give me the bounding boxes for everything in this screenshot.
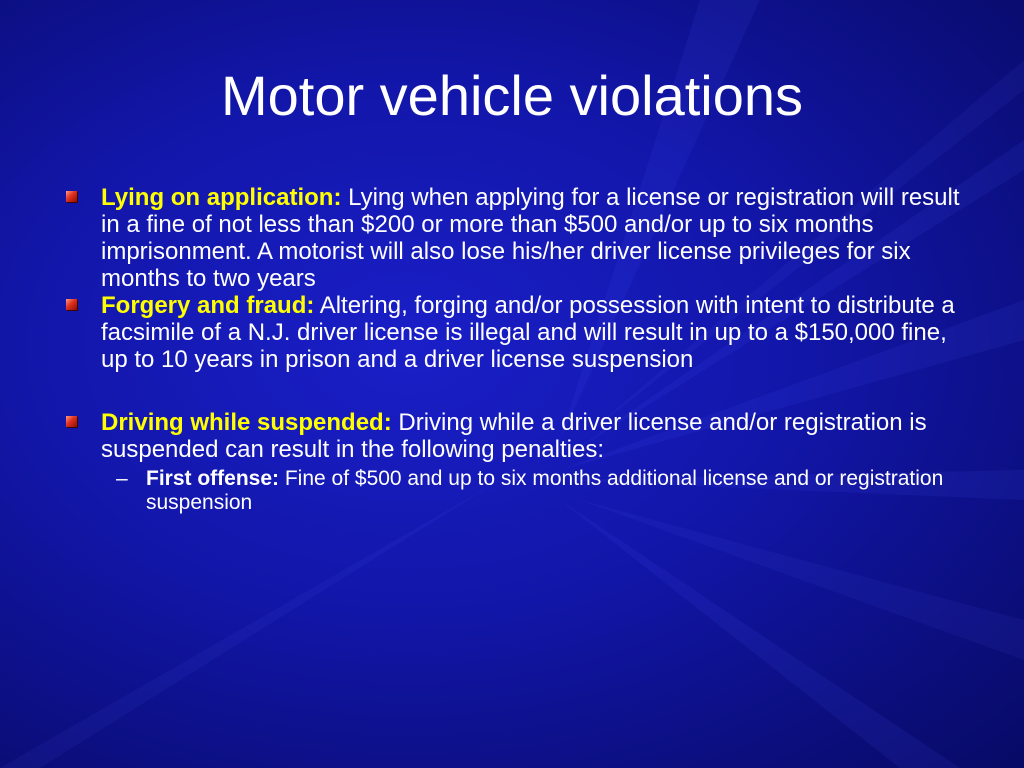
bullet-text-continued: suspended can result in the following penalties:	[101, 436, 604, 463]
bullet-item-forgery-and-fraud	[66, 292, 966, 373]
bullet-heading: Lying on application:	[101, 184, 342, 211]
bullet-text: Altering, forging and/or possession with intent to distribute a facsimile of a N.J. driver license is illegal and will result in up to a $150,000 fine, up to 10 years in prison and a driver license suspension	[101, 292, 955, 373]
bullet-square-icon	[66, 299, 77, 310]
bullet-heading: Forgery and fraud:	[101, 292, 315, 319]
sub-bullet-text: Fine of $500 and up to six months additional license and or registration suspension	[146, 467, 944, 514]
bullet-item-driving-while-suspended	[66, 409, 966, 463]
slide-title: Motor vehicle violations	[220, 64, 804, 127]
sub-bullet-heading: First offense:	[146, 467, 280, 490]
bullet-text: Lying when applying for a license or registration will result in a fine of not less than $200 or more than $500 and/or up to six months imprisonment. A motorist will also lose his/her driver license privileges for six months to two years	[101, 184, 960, 292]
dash-marker: –	[116, 467, 128, 490]
bullet-square-icon	[66, 416, 77, 427]
sub-bullet-first-offense	[66, 467, 966, 515]
bullet-square-icon	[66, 191, 77, 202]
bullet-heading: Driving while suspended:	[101, 409, 392, 436]
spacer	[66, 373, 966, 409]
bullet-list	[66, 184, 966, 515]
bullet-item-lying-on-application	[66, 184, 966, 292]
bullet-text: Driving while a driver license and/or registration is	[391, 409, 927, 436]
